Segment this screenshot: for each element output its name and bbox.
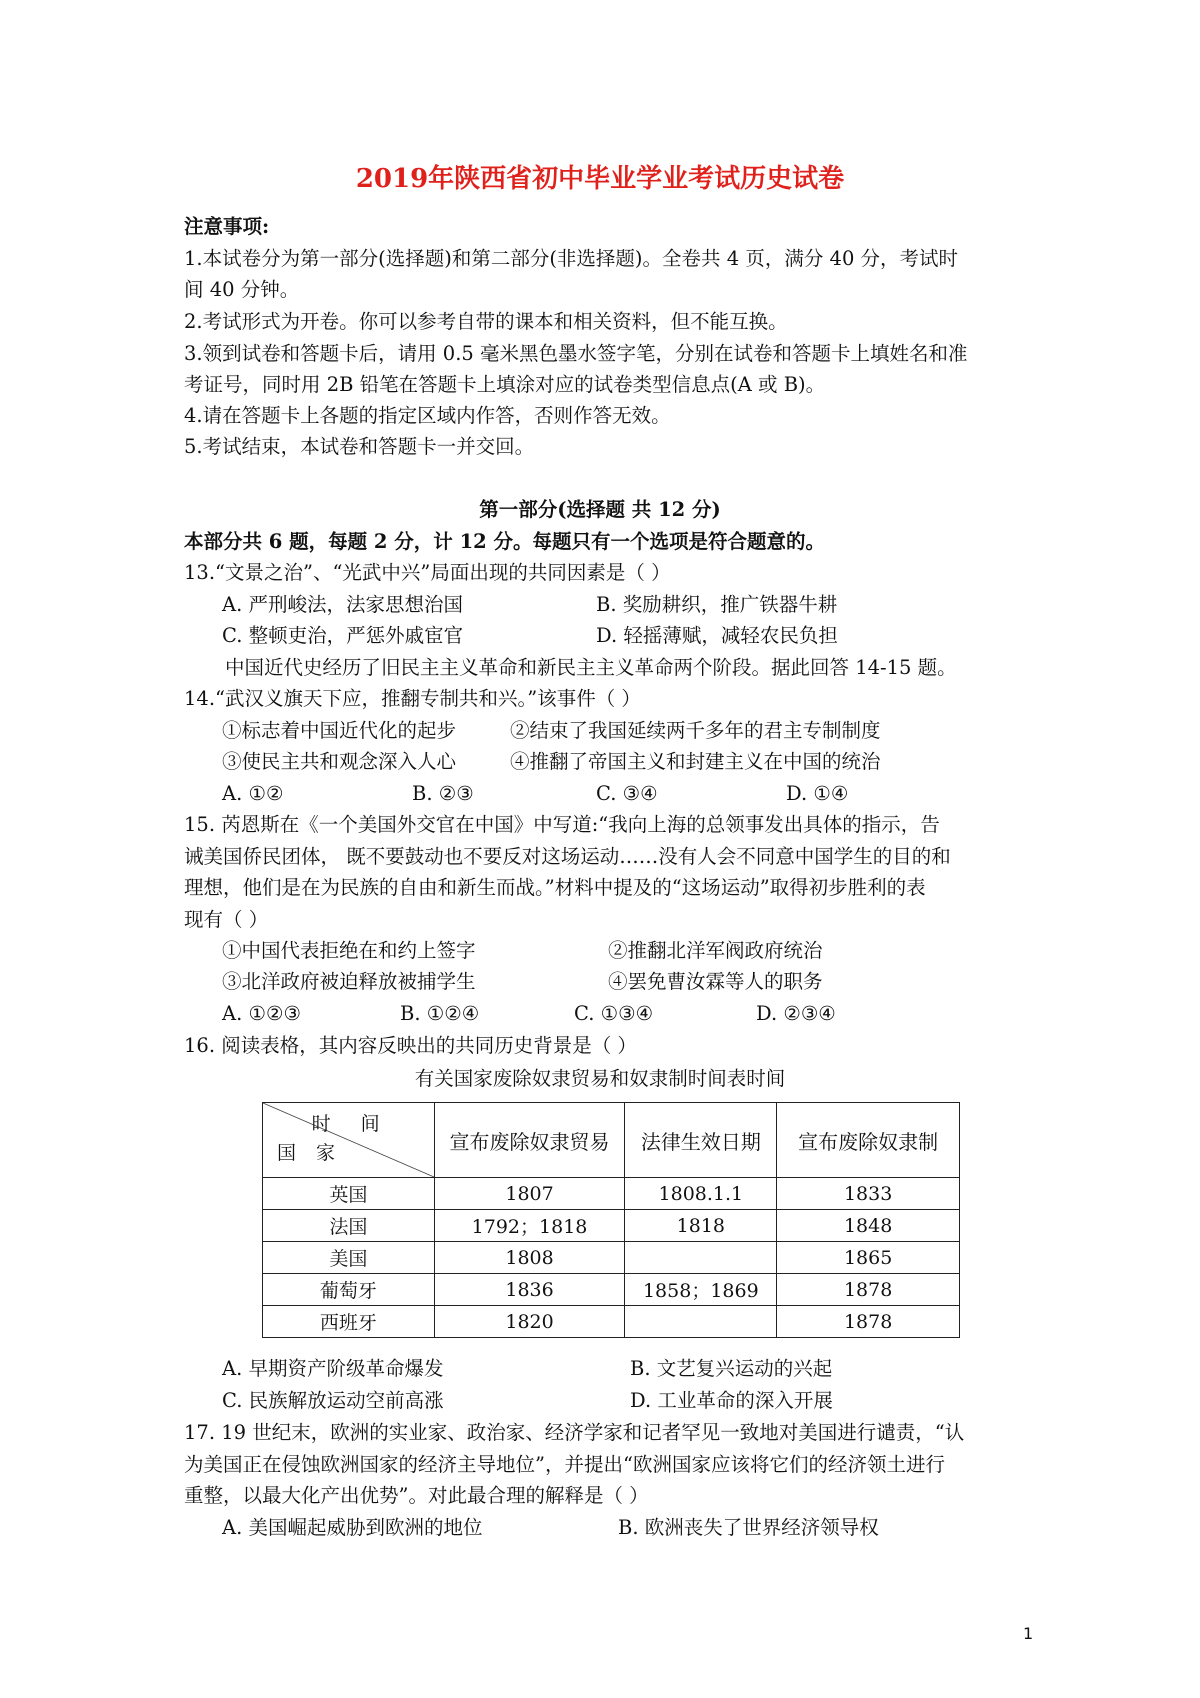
table-cell: 英国 bbox=[263, 1178, 435, 1210]
q17-stem-line: 17. 19 世纪末，欧洲的实业家、政治家、经济学家和记者罕见一致地对美国进行谴责，“认 bbox=[184, 1421, 965, 1444]
exam-title: 2019年陕西省初中毕业学业考试历史试卷 bbox=[355, 164, 845, 194]
q14-option-d: D. ①④ bbox=[786, 782, 849, 805]
intro-14-15: 中国近代史经历了旧民主主义革命和新民主主义革命两个阶段。据此回答 14-15 题。 bbox=[225, 656, 957, 679]
notice-item: 间 40 分钟。 bbox=[184, 278, 300, 301]
q13-option-c: C. 整顿吏治，严惩外戚宦官 bbox=[222, 624, 464, 647]
q16-option-d: D. 工业革命的深入开展 bbox=[630, 1389, 833, 1412]
q15-stem-line: 15. 芮恩斯在《一个美国外交官在中国》中写道:“我向上海的总领事发出具体的指示，告 bbox=[184, 813, 940, 836]
table-cell: 1792；1818 bbox=[434, 1210, 625, 1242]
q14-option-a: A. ①② bbox=[222, 782, 284, 805]
corner-label-country: 国家 bbox=[277, 1142, 356, 1164]
q14-statement-4: ④推翻了帝国主义和封建主义在中国的统治 bbox=[510, 750, 881, 773]
q16-table-title: 有关国家废除奴隶贸易和奴隶制时间表时间 bbox=[414, 1067, 786, 1090]
q13-stem: 13.“文景之治”、“光武中兴”局面出现的共同因素是（ ） bbox=[184, 561, 671, 584]
q15-option-c: C. ①③④ bbox=[574, 1002, 654, 1025]
table-cell: 1807 bbox=[434, 1178, 625, 1210]
q14-statement-2: ②结束了我国延续两千多年的君主专制制度 bbox=[510, 719, 881, 742]
table-cell: 葡萄牙 bbox=[263, 1274, 435, 1306]
table-cell: 1848 bbox=[777, 1210, 960, 1242]
table-header: 宣布废除奴隶贸易 bbox=[434, 1103, 625, 1178]
table-cell: 西班牙 bbox=[263, 1306, 435, 1338]
table-cell: 1878 bbox=[777, 1306, 960, 1338]
notice-item: 考证号，同时用 2B 铅笔在答题卡上填涂对应的试卷类型信息点(A 或 B)。 bbox=[184, 373, 826, 396]
table-row bbox=[263, 1242, 960, 1274]
q13-option-b: B. 奖励耕织，推广铁器牛耕 bbox=[596, 593, 838, 616]
notice-item: 2.考试形式为开卷。你可以参考自带的课本和相关资料，但不能互换。 bbox=[184, 310, 788, 333]
part1-instruction: 本部分共 6 题，每题 2 分，计 12 分。每题只有一个选项是符合题意的。 bbox=[184, 530, 826, 553]
q14-statement-3: ③使民主共和观念深入人心 bbox=[222, 750, 457, 773]
table-cell: 1878 bbox=[777, 1274, 960, 1306]
q15-statement-3: ③北洋政府被迫释放被捕学生 bbox=[222, 970, 476, 993]
q17-stem-line: 重整，以最大化产出优势”。对此最合理的解释是（ ） bbox=[184, 1484, 649, 1507]
notice-item: 1.本试卷分为第一部分(选择题)和第二部分(非选择题)。全卷共 4 页，满分 40 分，考试时 bbox=[184, 247, 959, 270]
part1-heading: 第一部分(选择题 共 12 分) bbox=[479, 498, 721, 521]
table-cell bbox=[625, 1306, 777, 1338]
q17-stem-line: 为美国正在侵蚀欧洲国家的经济主导地位”，并提出“欧洲国家应该将它们的经济领土进行 bbox=[184, 1453, 945, 1476]
table-row bbox=[263, 1178, 960, 1210]
notice-item: 5.考试结束，本试卷和答题卡一并交回。 bbox=[184, 435, 535, 458]
q15-stem-line: 理想，他们是在为民族的自由和新生而战。”材料中提及的“这场运动”取得初步胜利的表 bbox=[184, 876, 926, 899]
q16-option-b: B. 文艺复兴运动的兴起 bbox=[630, 1357, 833, 1380]
table-header-row bbox=[263, 1103, 960, 1178]
slavery-abolition-table bbox=[262, 1102, 960, 1338]
q14-option-b: B. ②③ bbox=[412, 782, 474, 805]
table-cell: 1833 bbox=[777, 1178, 960, 1210]
q15-option-b: B. ①②④ bbox=[400, 1002, 480, 1025]
table-row bbox=[263, 1306, 960, 1338]
q15-option-a: A. ①②③ bbox=[222, 1002, 301, 1025]
q14-option-c: C. ③④ bbox=[596, 782, 658, 805]
q14-statement-1: ①标志着中国近代化的起步 bbox=[222, 719, 457, 742]
q13-option-d: D. 轻摇薄赋，减轻农民负担 bbox=[596, 624, 838, 647]
q17-option-a: A. 美国崛起威胁到欧洲的地位 bbox=[222, 1516, 483, 1539]
table-header: 法律生效日期 bbox=[625, 1103, 777, 1178]
table-row bbox=[263, 1274, 960, 1306]
table-header: 宣布废除奴隶制 bbox=[777, 1103, 960, 1178]
table-cell: 1836 bbox=[434, 1274, 625, 1306]
notice-item: 3.领到试卷和答题卡后，请用 0.5 毫米黑色墨水签字笔，分别在试卷和答题卡上填姓名和准 bbox=[184, 342, 968, 365]
table-cell: 法国 bbox=[263, 1210, 435, 1242]
notice-heading: 注意事项: bbox=[184, 215, 270, 238]
table-cell: 1808.1.1 bbox=[625, 1178, 777, 1210]
q15-statement-2: ②推翻北洋军阀政府统治 bbox=[608, 939, 823, 962]
table-cell: 1865 bbox=[777, 1242, 960, 1274]
q16-option-c: C. 民族解放运动空前高涨 bbox=[222, 1389, 444, 1412]
corner-label-time: 时间 bbox=[311, 1113, 410, 1135]
q13-option-a: A. 严刑峻法，法家思想治国 bbox=[222, 593, 463, 616]
q15-stem-line: 现有（ ） bbox=[184, 908, 269, 931]
table-cell: 1818 bbox=[625, 1210, 777, 1242]
table-cell: 美国 bbox=[263, 1242, 435, 1274]
q15-statement-1: ①中国代表拒绝在和约上签字 bbox=[222, 939, 476, 962]
page-number: 1 bbox=[1023, 1624, 1034, 1643]
q15-statement-4: ④罢免曹汝霖等人的职务 bbox=[608, 970, 823, 993]
table-row bbox=[263, 1210, 960, 1242]
table-cell bbox=[625, 1242, 777, 1274]
table-cell: 1808 bbox=[434, 1242, 625, 1274]
table-corner-cell bbox=[263, 1103, 435, 1178]
q16-stem: 16. 阅读表格，其内容反映出的共同历史背景是（ ） bbox=[184, 1034, 637, 1057]
table-cell: 1858；1869 bbox=[625, 1274, 777, 1306]
table-cell: 1820 bbox=[434, 1306, 625, 1338]
q14-stem: 14.“武汉义旗天下应，推翻专制共和兴。”该事件（ ） bbox=[184, 687, 641, 710]
q17-option-b: B. 欧洲丧失了世界经济领导权 bbox=[618, 1516, 879, 1539]
q15-option-d: D. ②③④ bbox=[756, 1002, 836, 1025]
q16-option-a: A. 早期资产阶级革命爆发 bbox=[222, 1357, 444, 1380]
notice-item: 4.请在答题卡上各题的指定区域内作答，否则作答无效。 bbox=[184, 404, 671, 427]
q15-stem-line: 诫美国侨民团体， 既不要鼓动也不要反对这场运动……没有人会不同意中国学生的目的和 bbox=[184, 845, 951, 868]
